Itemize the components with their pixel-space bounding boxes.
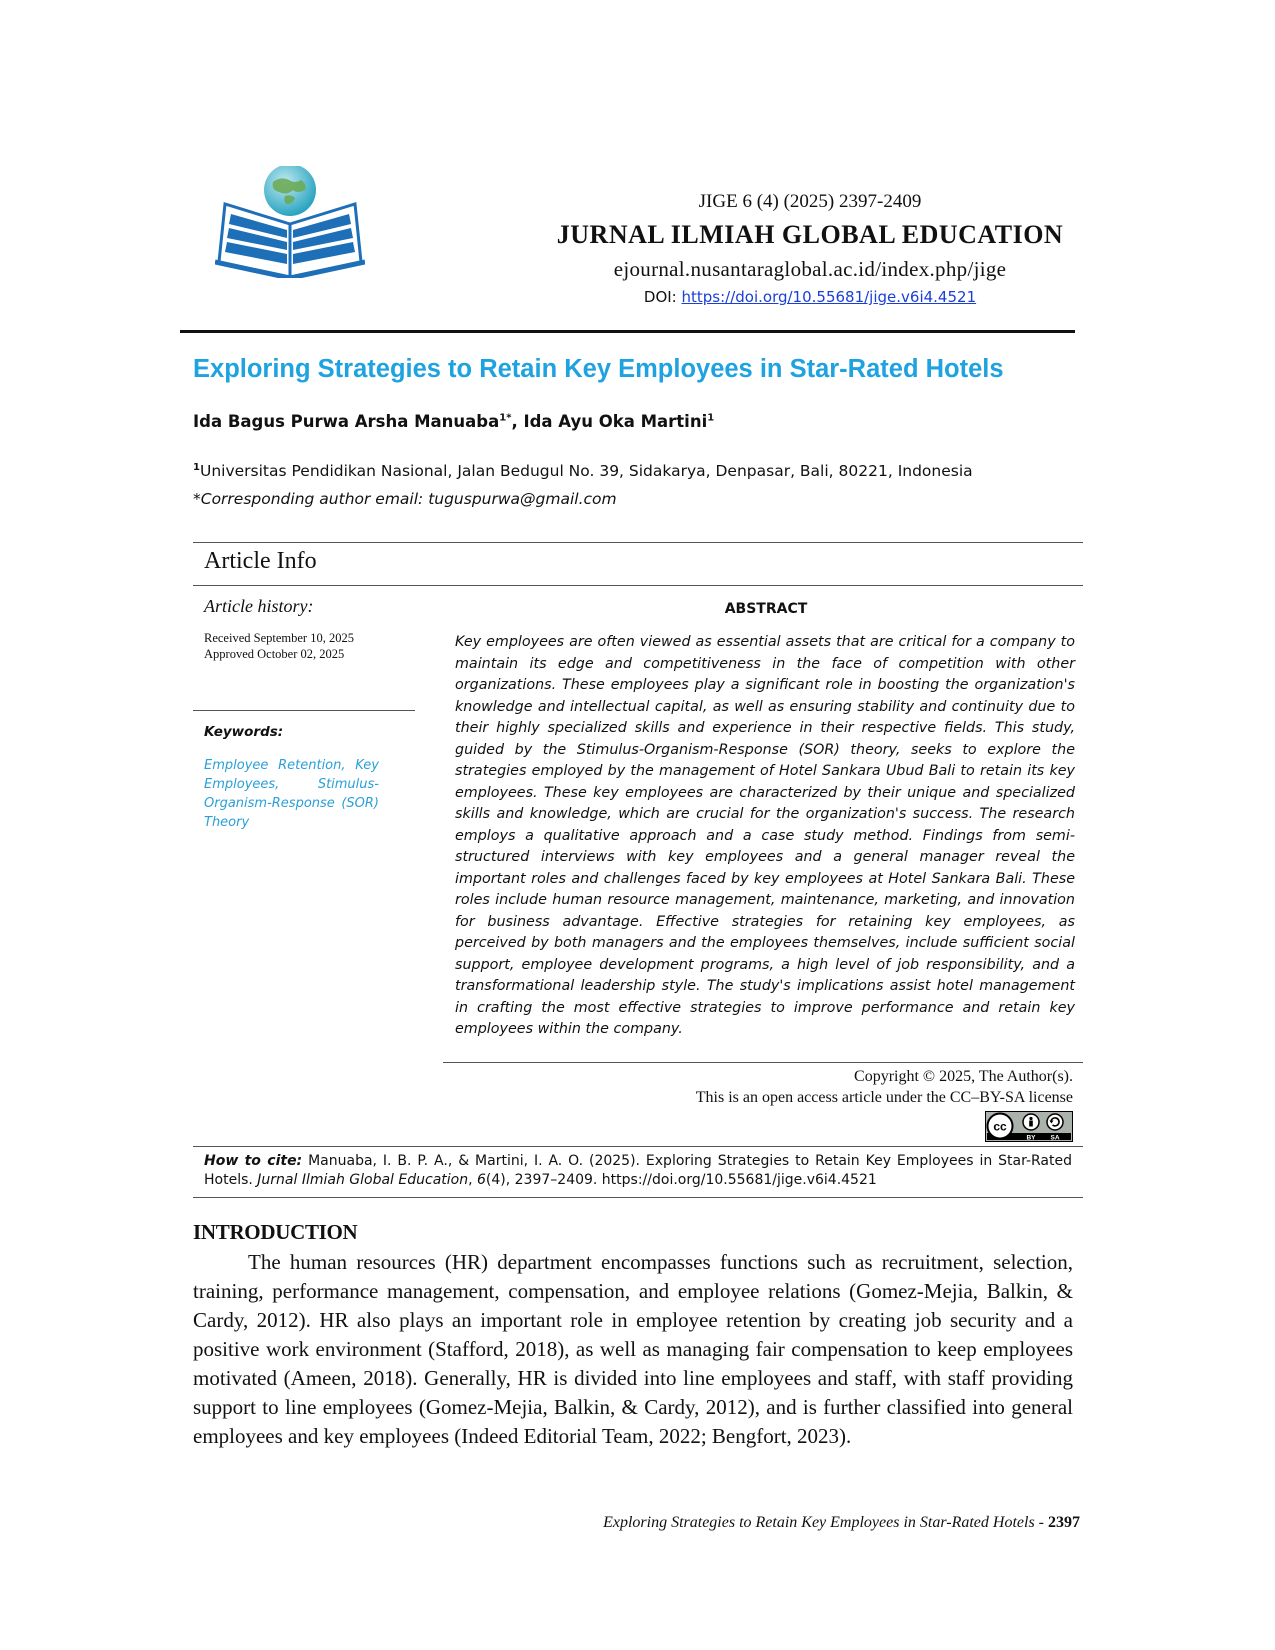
author-separator: , — [511, 412, 524, 431]
received-date: Received September 10, 2025 — [204, 631, 354, 645]
journal-doi — [380, 285, 1240, 309]
keywords-list: Employee Retention, Key Employees, Stimulus-Organism-Response (SOR) Theory — [204, 758, 379, 830]
affiliation — [193, 462, 973, 480]
page-number: 2397 — [1048, 1514, 1080, 1531]
authors — [193, 412, 714, 431]
abstract-text: Key employees are often viewed as essential assets that are critical for a company to maintain its edge and competitiveness in the face of competition with other organizations. These employees play a significant role in boosting the organization's knowledge and intellectual capital, as well as ensuring stability and continuity due to their highly specialized skills and experience in their respective fields. This study, guided by the Stimulus-Organism-Response (SOR) theory, seeks to explore the strategies employed by the management of Hotel Sankara Ubud Bali to retain its key employees. These key employees are characterized by their unique and specialized skills and knowledge, which are crucial for the organization's success. The research employs a qualitative approach and a case study method. Findings from semi-structured interviews with key employees and a general manager reveal the important roles and challenges faced by key employees at Hotel Sankara Bali. These roles include human resource management, maintenance, marketing, and innovation for business advantage. Effective strategies for retaining key employees, as perceived by both managers and the employees themselves, include sufficient social support, employee development programs, a high level of job responsibility, and a transformational leadership style. The study's implications assist hotel management in crafting the most effective strategies to improve performance and retain key employees within the company. — [455, 634, 1075, 1037]
citation-part-a: Manuaba, I. B. P. A., & Martini, I. A. O. (2025). Exploring Strategies to Retain Key Employees in Star-Rated Hotels. — [204, 1153, 1072, 1188]
author-2-affiliation-mark: 1 — [707, 412, 715, 424]
doi-link[interactable]: https://doi.org/10.55681/jige.v6i4.4521 — [681, 288, 977, 306]
citation-part-c: (4), 2397–2409. https://doi.org/10.55681/jige.v6i4.4521 — [485, 1171, 877, 1188]
keywords-heading: Keywords: — [204, 724, 284, 740]
journal-header — [380, 190, 1240, 309]
article-title: Exploring Strategies to Retain Key Employees in Star-Rated Hotels — [193, 355, 1004, 383]
copyright-rule — [443, 1062, 1083, 1063]
copyright-line: Copyright © 2025, The Author(s). — [854, 1068, 1073, 1085]
corresponding-author: *Corresponding author email: tuguspurwa@gmail.com — [193, 490, 617, 508]
affiliation-mark: 1 — [193, 462, 200, 473]
approved-date: Approved October 02, 2025 — [204, 647, 345, 661]
doi-label: DOI: — [643, 288, 682, 306]
cc-badge-sa-text: SA — [1050, 1134, 1060, 1142]
journal-url: ejournal.nusantaraglobal.ac.id/index.php/jige — [613, 257, 1007, 281]
cc-by-sa-badge-icon[interactable] — [985, 1111, 1073, 1142]
cc-badge-cc-text: cc — [993, 1119, 1007, 1134]
how-to-cite-label: How to cite: — [204, 1153, 303, 1169]
citation-volume: 6 — [477, 1171, 486, 1188]
citation-top-rule — [193, 1146, 1083, 1147]
affiliation-text: Universitas Pendidikan Nasional, Jalan Bedugul No. 39, Sidakarya, Denpasar, Bali, 80221, Indonesia — [199, 462, 973, 481]
page-footer — [380, 1514, 1080, 1532]
journal-issue: JIGE 6 (4) (2025) 2397-2409 — [698, 191, 922, 212]
citation-part-b: , — [468, 1171, 477, 1188]
header-rule — [180, 330, 1075, 333]
introduction-paragraph: The human resources (HR) department encompasses functions such as recruitment, selection, training, performance management, compensation, and employee relations (Gomez-Mejia, Balkin, & Cardy, 2012). HR also plays an important role in employee retention by creating job security and a positive work environment (Stafford, 2018), as well as managing fair compensation to keep employees motivated (Ameen, 2018). Generally, HR is divided into line employees and staff, with staff providing support to line employees (Gomez-Mejia, Balkin, & Cardy, 2012), and is further classified into general employees and key employees (Indeed Editorial Team, 2022; Bengfort, 2023). — [193, 1250, 1073, 1448]
author-1-affiliation-mark: 1* — [499, 412, 512, 424]
citation-journal: Jurnal Ilmiah Global Education — [257, 1171, 469, 1188]
introduction-heading: INTRODUCTION — [193, 1220, 358, 1244]
journal-name: JURNAL ILMIAH GLOBAL EDUCATION — [556, 220, 1064, 249]
article-history-heading: Article history: — [204, 596, 314, 616]
article-info-bottom-rule — [193, 585, 1083, 586]
cc-badge-by-text: BY — [1026, 1134, 1036, 1142]
keywords-rule — [193, 710, 415, 711]
article-info-heading: Article Info — [204, 548, 317, 574]
journal-logo — [215, 166, 365, 278]
citation-bottom-rule — [193, 1197, 1083, 1198]
license-line: This is an open access article under the CC–BY-SA license — [695, 1089, 1073, 1106]
abstract-heading: ABSTRACT — [724, 601, 808, 617]
how-to-cite — [204, 1152, 1072, 1189]
author-2: Ida Ayu Oka Martini — [523, 412, 708, 431]
author-1: Ida Bagus Purwa Arsha Manuaba — [193, 412, 500, 431]
article-info-top-rule — [193, 542, 1083, 543]
footer-running-title: Exploring Strategies to Retain Key Employees in Star-Rated Hotels — [603, 1514, 1035, 1531]
footer-separator: - — [1034, 1514, 1048, 1531]
